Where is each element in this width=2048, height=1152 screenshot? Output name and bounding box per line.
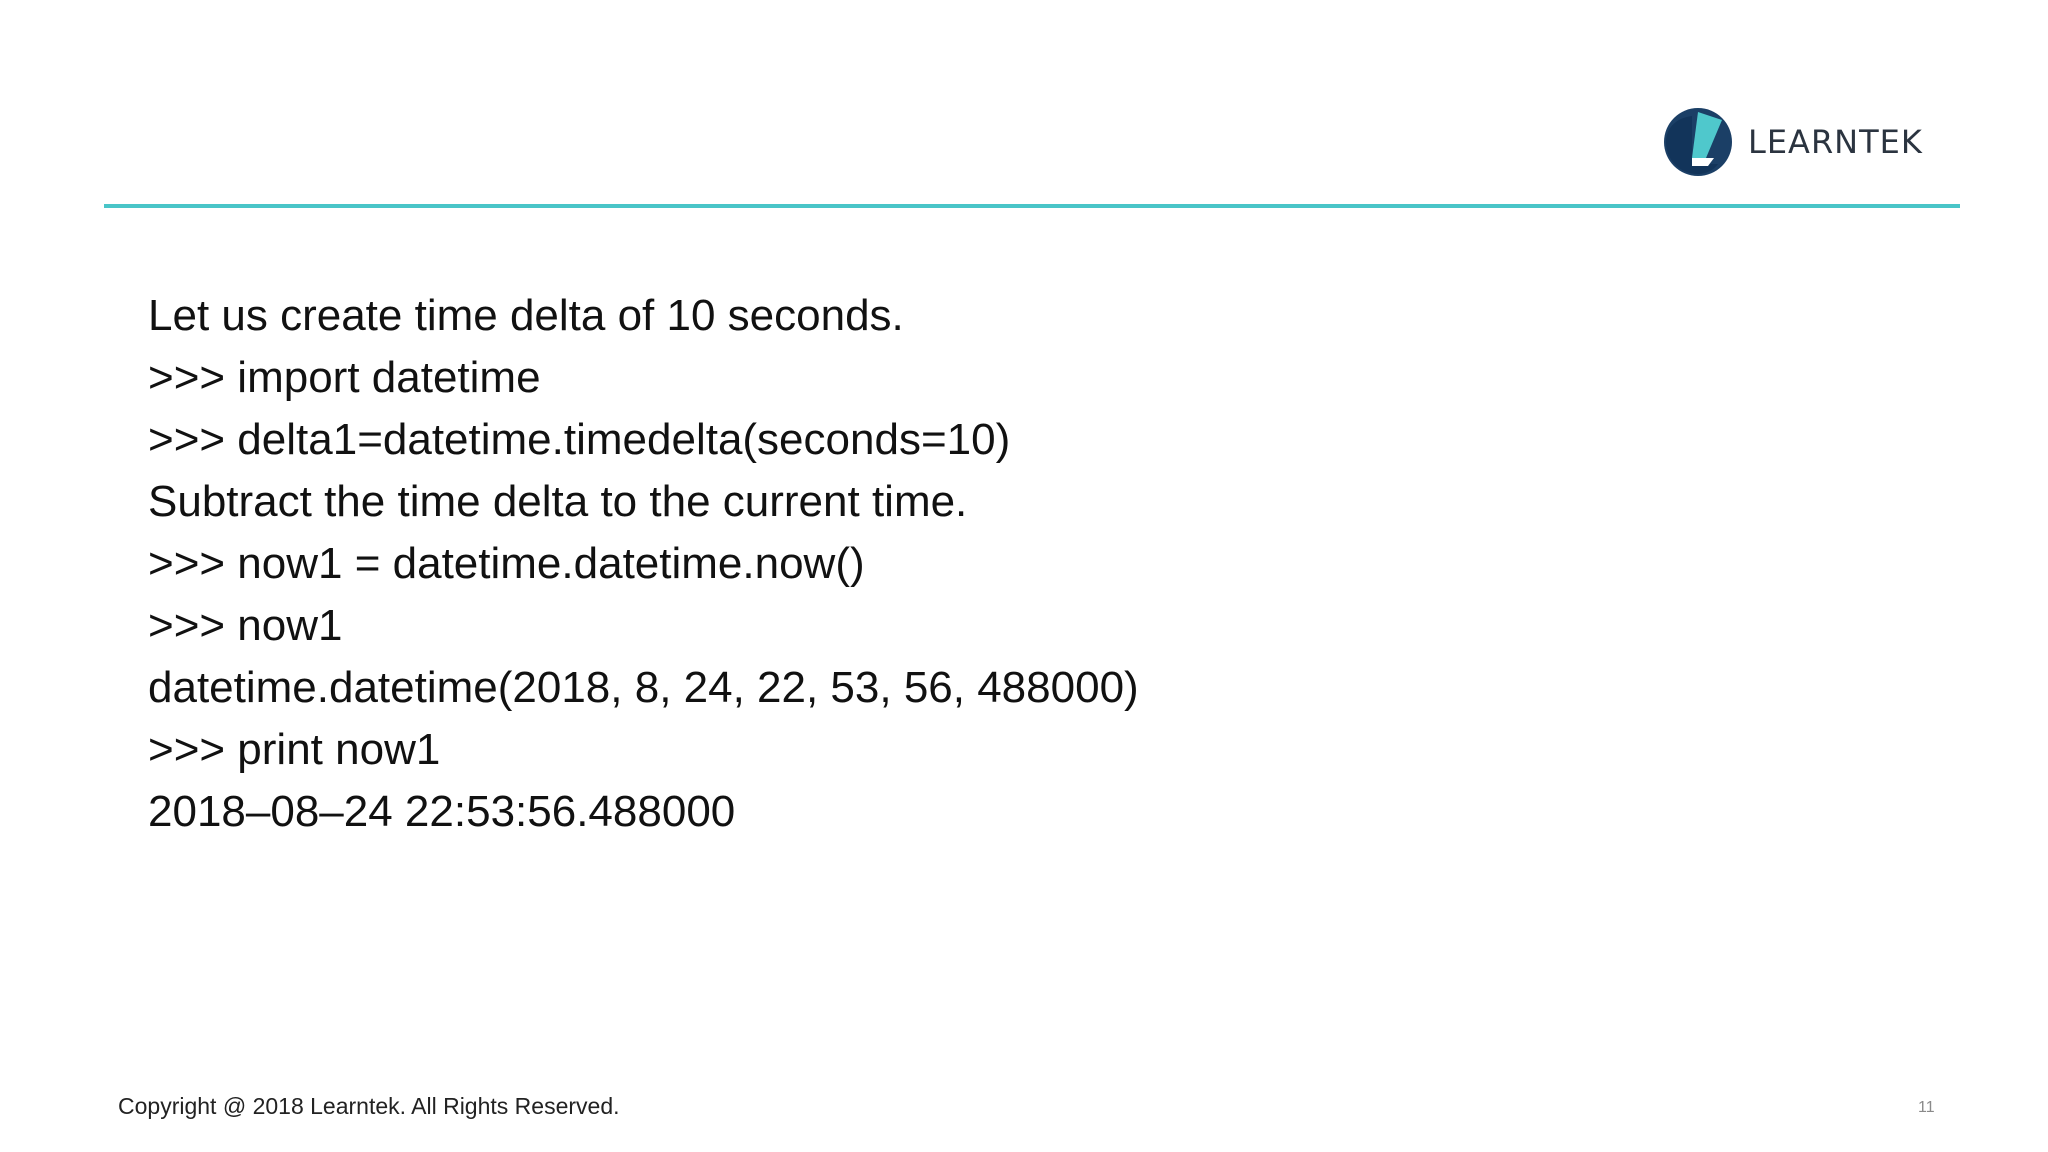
slide-number: 11 — [1918, 1099, 1935, 1116]
content-line: >>> now1 — [148, 601, 343, 650]
content-line: Let us create time delta of 10 seconds. — [148, 291, 904, 340]
brand-logo — [1662, 104, 1923, 180]
content-line: Subtract the time delta to the current time. — [148, 477, 968, 526]
content-line: >>> delta1=datetime.timedelta(seconds=10) — [148, 415, 1011, 464]
content-line: >>> print now1 — [148, 725, 441, 774]
footer-copyright: Copyright @ 2018 Learntek. All Rights Reserved. — [118, 1093, 620, 1119]
slide-content — [148, 285, 1848, 843]
learntek-logo-icon — [1662, 106, 1734, 178]
logo-wordmark: LEARNTEK — [1748, 123, 1923, 161]
content-line: datetime.datetime(2018, 8, 24, 22, 53, 56, 488000) — [148, 663, 1139, 712]
content-line: >>> import datetime — [148, 353, 541, 402]
header-divider — [104, 204, 1960, 208]
content-line: >>> now1 = datetime.datetime.now() — [148, 539, 865, 588]
content-line: 2018–08–24 22:53:56.488000 — [148, 787, 736, 836]
